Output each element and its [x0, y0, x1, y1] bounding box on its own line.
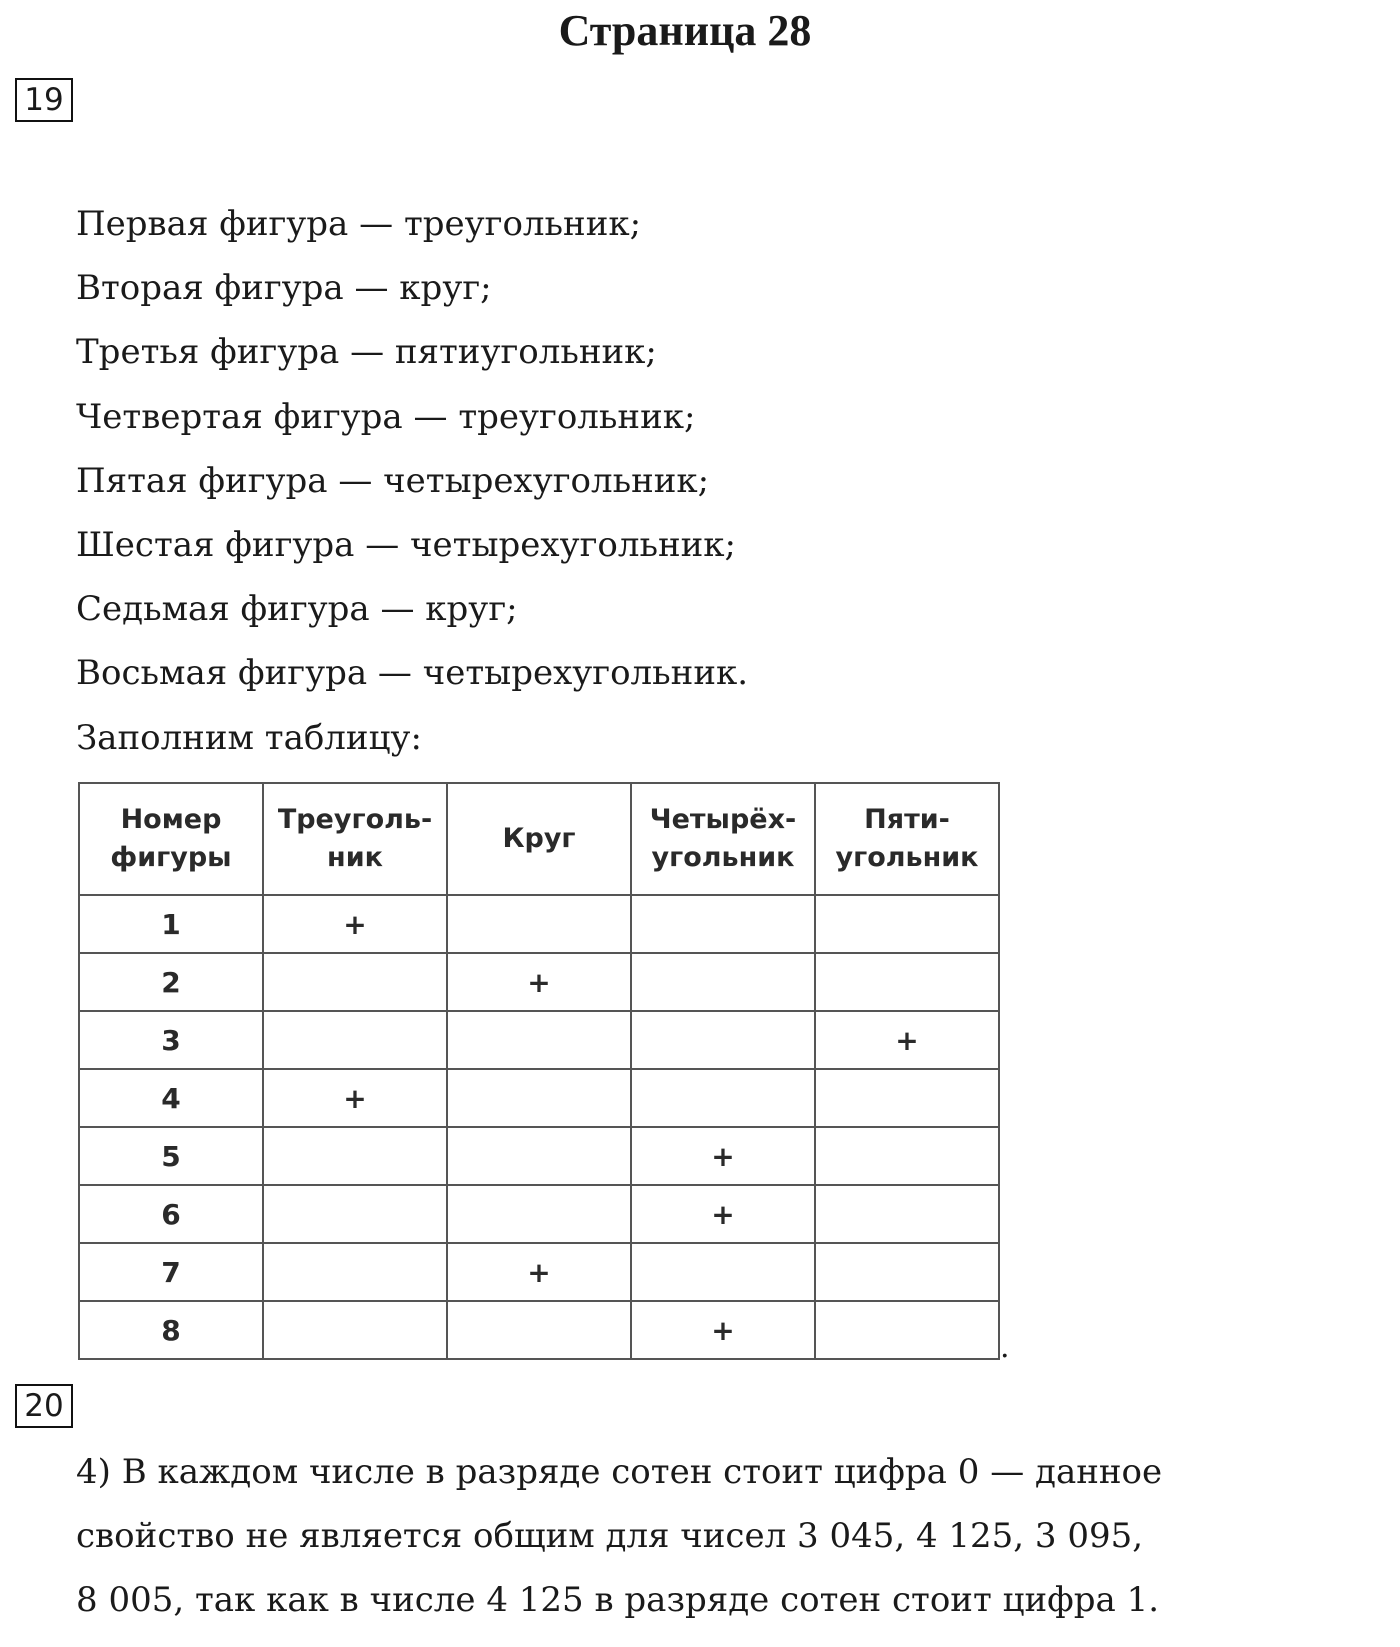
table-cell: + — [263, 895, 447, 953]
table-cell — [447, 1127, 631, 1185]
table-cell: + — [815, 1011, 999, 1069]
table-cell — [447, 1011, 631, 1069]
text-line: Шестая фигура — четырехугольник; — [76, 525, 736, 566]
table-cell: 6 — [79, 1185, 263, 1243]
task-number-20: 20 — [15, 1384, 73, 1428]
header-triangle: Треуголь- ник — [263, 783, 447, 895]
table-cell — [815, 1127, 999, 1185]
text-line: 4) В каждом числе в разряде сотен стоит цифра 0 — данное — [76, 1452, 1163, 1492]
table-cell: 1 — [79, 895, 263, 953]
table-cell — [263, 953, 447, 1011]
table-cell — [447, 1301, 631, 1359]
text-line: Четвертая фигура — треугольник; — [76, 396, 696, 437]
table-row — [79, 1011, 999, 1069]
table-header-row — [79, 783, 999, 895]
table-cell: 8 — [79, 1301, 263, 1359]
table-cell: + — [631, 1301, 815, 1359]
table-cell: + — [447, 953, 631, 1011]
table-cell — [263, 1301, 447, 1359]
task19-lines — [76, 192, 748, 770]
header-circle: Круг — [447, 783, 631, 895]
table-cell — [631, 1069, 815, 1127]
header-pentagon: Пяти- угольник — [815, 783, 999, 895]
table-row — [79, 1243, 999, 1301]
table-row — [79, 1185, 999, 1243]
text-line: свойство не является общим для чисел 3 045, 4 125, 3 095, — [76, 1516, 1144, 1556]
table-cell: + — [631, 1185, 815, 1243]
table-cell — [815, 953, 999, 1011]
table-cell: + — [263, 1069, 447, 1127]
table-cell: 7 — [79, 1243, 263, 1301]
table-cell: + — [447, 1243, 631, 1301]
table-row — [79, 895, 999, 953]
table-cell — [631, 953, 815, 1011]
table-row — [79, 953, 999, 1011]
table-cell — [263, 1011, 447, 1069]
table-cell — [815, 895, 999, 953]
table-cell — [263, 1127, 447, 1185]
table-cell: 4 — [79, 1069, 263, 1127]
table-cell — [815, 1069, 999, 1127]
table-cell — [263, 1243, 447, 1301]
page-title: Страница 28 — [558, 6, 812, 55]
table-cell — [447, 1185, 631, 1243]
table-cell: 3 — [79, 1011, 263, 1069]
task-number-19: 19 — [15, 78, 73, 122]
table-cell: 5 — [79, 1127, 263, 1185]
table-cell: 2 — [79, 953, 263, 1011]
text-line: Седьмая фигура — круг; — [76, 589, 518, 630]
header-quadrilateral: Четырёх- угольник — [631, 783, 815, 895]
text-line: Третья фигура — пятиугольник; — [76, 332, 657, 373]
text-line: Пятая фигура — четырехугольник; — [76, 460, 710, 501]
table-row — [79, 1127, 999, 1185]
text-line: Первая фигура — треугольник; — [76, 204, 642, 244]
table-cell — [815, 1243, 999, 1301]
table-cell — [631, 1243, 815, 1301]
table-row — [79, 1069, 999, 1127]
table-cell — [815, 1301, 999, 1359]
table-cell: + — [631, 1127, 815, 1185]
text-line: Заполним таблицу: — [76, 717, 422, 758]
text-line: Вторая фигура — круг; — [76, 268, 492, 309]
table-cell — [447, 1069, 631, 1127]
figures-table-wrapper — [78, 782, 1000, 1360]
table-row — [79, 1301, 999, 1359]
table-cell — [447, 895, 631, 953]
header-figure-number: Номер фигуры — [79, 783, 263, 895]
figures-table — [78, 782, 1000, 1360]
table-cell — [631, 895, 815, 953]
table-cell — [263, 1185, 447, 1243]
table-cell — [815, 1185, 999, 1243]
table-cell — [631, 1011, 815, 1069]
text-line: Восьмая фигура — четырехугольник. — [76, 653, 749, 694]
table-trailing-dot: . — [1000, 1330, 1010, 1365]
text-line: 8 005, так как в числе 4 125 в разряде сотен стоит цифра 1. — [76, 1580, 1160, 1620]
